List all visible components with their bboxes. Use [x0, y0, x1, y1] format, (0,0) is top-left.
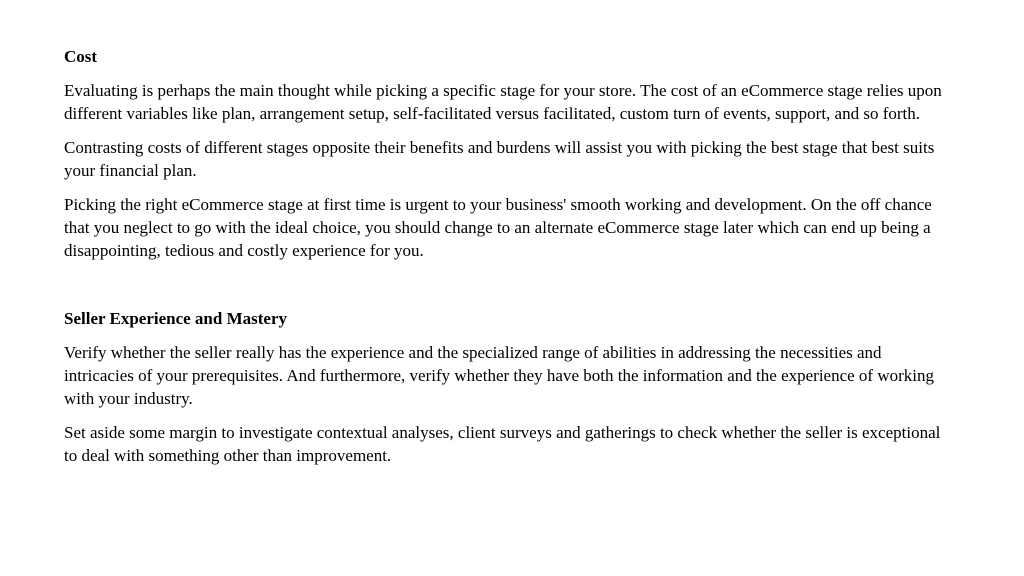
paragraph: Contrasting costs of different stages opposite their benefits and burdens will assist you with picking the best stage that best suits your financial plan.	[64, 138, 935, 180]
paragraph: Evaluating is perhaps the main thought while picking a specific stage for your store. The cost of an eCommerce stage relies upon different variables like plan, arrangement setup, self-facilitated versus facilitated, custom turn of events, support, and so forth.	[64, 81, 942, 123]
section-cost	[64, 45, 954, 262]
paragraph: Set aside some margin to investigate contextual analyses, client surveys and gatherings to check whether the seller is exceptional to deal with something other than improvement.	[64, 423, 941, 465]
section-heading: Seller Experience and Mastery	[64, 309, 288, 328]
paragraph: Verify whether the seller really has the experience and the specialized range of abilities in addressing the necessities and intricacies of your prerequisites. And furthermore, verify whether they have both the information and the experience of working with your industry.	[64, 343, 935, 408]
document-body	[64, 45, 954, 478]
section-seller-experience	[64, 307, 954, 467]
paragraph: Picking the right eCommerce stage at first time is urgent to your business' smooth working and development. On the off chance that you neglect to go with the ideal choice, you should change to an alternate eCommerce stage later which can end up being a disappointing, tedious and costly experience for you.	[64, 195, 932, 260]
section-spacer	[64, 273, 954, 307]
section-heading: Cost	[64, 47, 98, 66]
